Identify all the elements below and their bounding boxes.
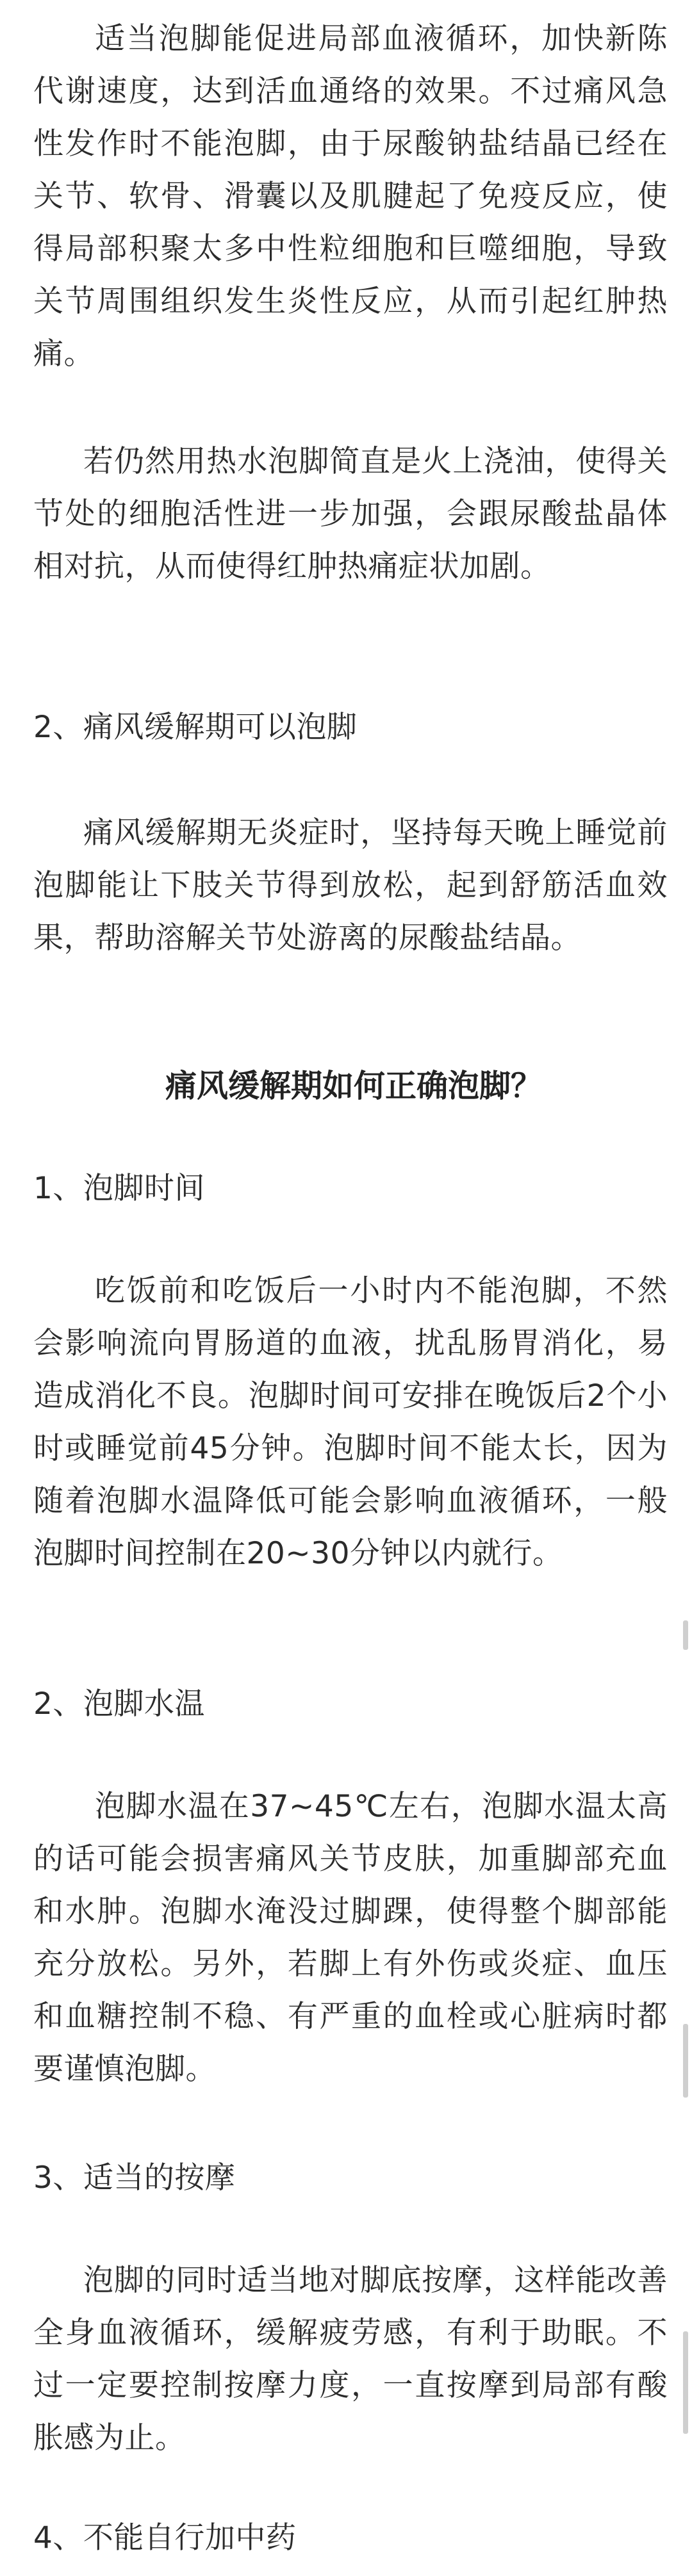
paragraph-massage: 泡脚的同时适当地对脚底按摩，这样能改善全身血液循环，缓解疲劳感，有利于助眠。不过一定要控制按摩力度，一直按摩到局部有酸胀感为止。 (33, 2263, 668, 2456)
paragraph-water-temperature: 泡脚水温在37~45℃左右，泡脚水温太高的话可能会损害痛风关节皮肤，加重脚部充血和水肿。泡脚水淹没过脚踝，使得整个脚部能充分放松。另外，若脚上有外伤或炎症、血压和血糖控制不稳、有严重的血栓或心脏病时都要谨慎泡脚。 (33, 1789, 668, 2087)
subheading-no-herbs: 4、不能自行加中药 (33, 2520, 297, 2556)
scroll-edge-marker (683, 2331, 688, 2434)
paragraph-soak-time: 吃饭前和吃饭后一小时内不能泡脚，不然会影响流向胃肠道的血液，扰乱肠胃消化，易造成消化不良。泡脚时间可安排在晚饭后2个小时或睡觉前45分钟。泡脚时间不能太长，因为随着泡脚水温降低可能会影响血液循环，一般泡脚时间控制在20~30分钟以内就行。 (33, 1273, 668, 1571)
scroll-edge-marker (683, 1620, 688, 1650)
subheading-remission-soak: 2、痛风缓解期可以泡脚 (33, 710, 358, 745)
subheading-massage: 3、适当的按摩 (33, 2160, 236, 2196)
subheading-water-temperature: 2、泡脚水温 (33, 1686, 205, 1722)
section-title-correct-soak: 痛风缓解期如何正确泡脚？ (165, 1068, 542, 1104)
scroll-edge-marker (683, 2024, 688, 2098)
paragraph-hot-water-warning: 若仍然用热水泡脚简直是火上浇油，使得关节处的细胞活性进一步加强，会跟尿酸盐晶体相对抗，从而使得红肿热痛症状加剧。 (33, 444, 668, 584)
paragraph-foot-soak-benefits: 适当泡脚能促进局部血液循环，加快新陈代谢速度，达到活血通络的效果。不过痛风急性发作时不能泡脚，由于尿酸钠盐结晶已经在关节、软骨、滑囊以及肌腱起了免疫反应，使得局部积聚太多中性粒细胞和巨噬细胞，导致关节周围组织发生炎性反应，从而引起红肿热痛。 (33, 21, 668, 371)
subheading-soak-time: 1、泡脚时间 (33, 1171, 205, 1206)
paragraph-remission-soak: 痛风缓解期无炎症时，坚持每天晚上睡觉前泡脚能让下肢关节得到放松，起到舒筋活血效果，帮助溶解关节处游离的尿酸盐结晶。 (33, 815, 668, 956)
